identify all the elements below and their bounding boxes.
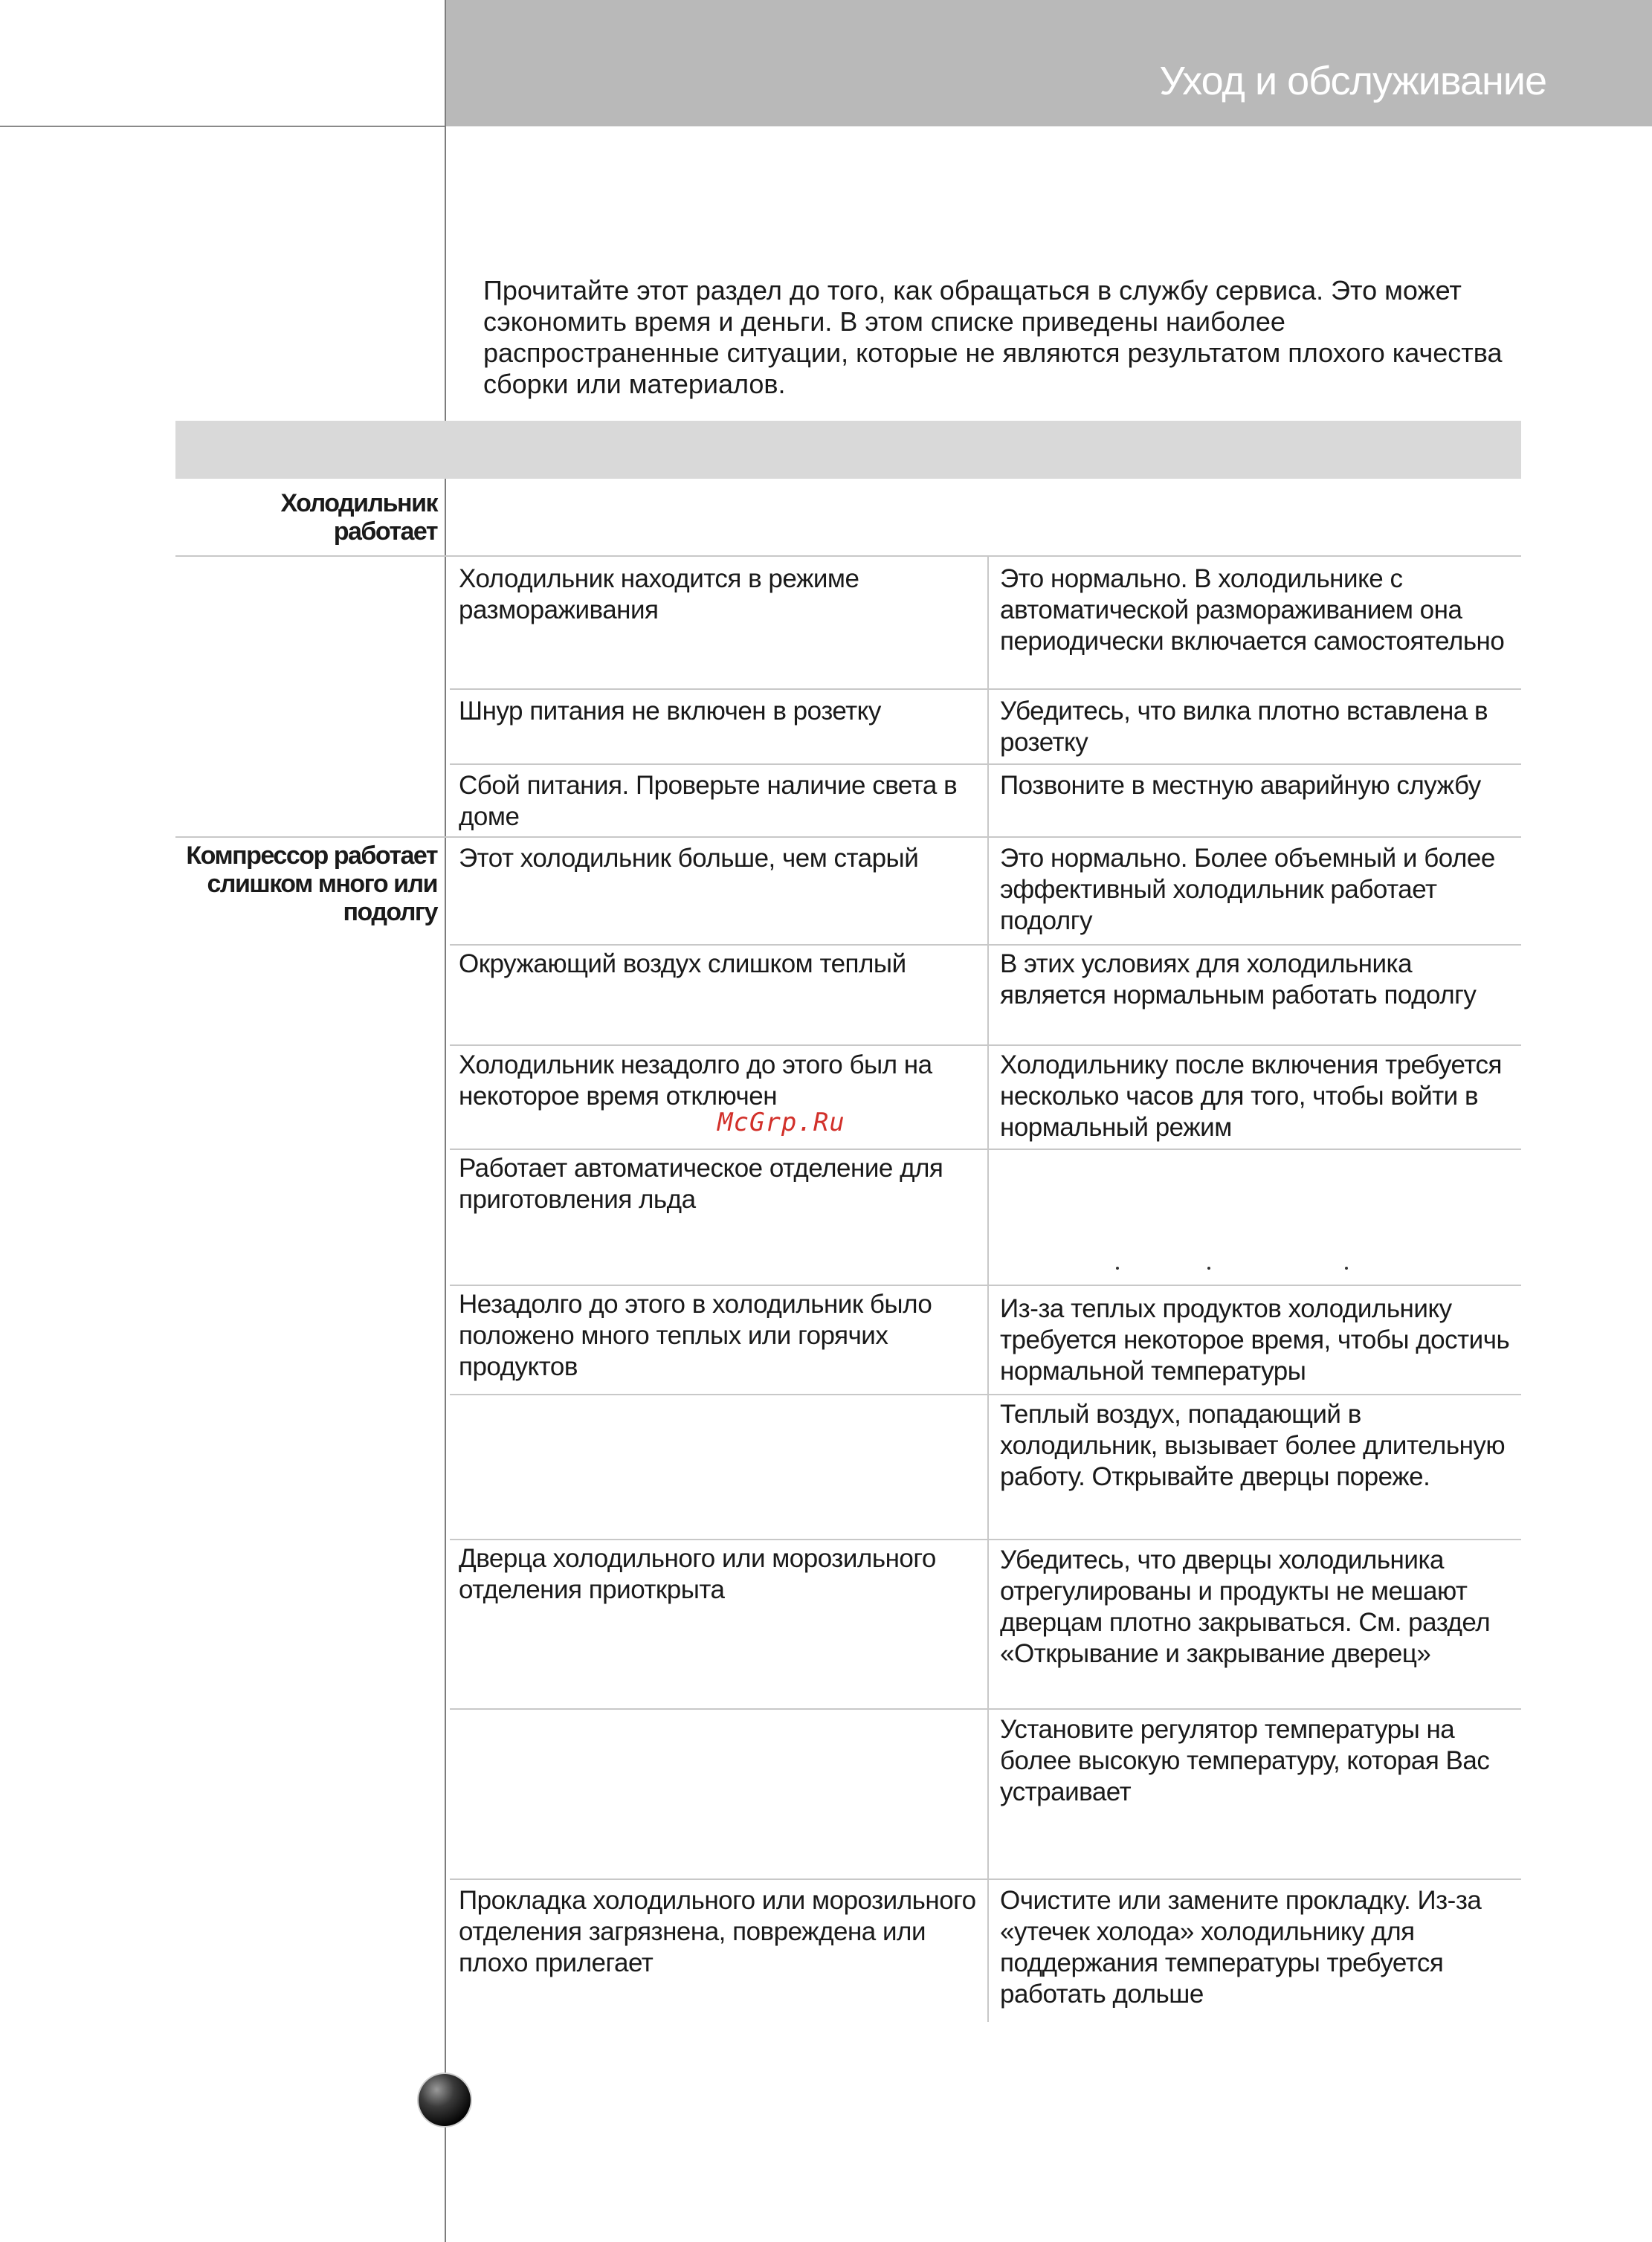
solution-cell: Холодильнику после включения требуется несколько часов для того, чтобы войти в нормальный режим <box>1000 1050 1502 1142</box>
watermark: McGrp.Ru <box>717 1108 845 1137</box>
stray-dot <box>1116 1267 1119 1270</box>
cause-cell: Дверца холодильного или морозильного отделения приоткрыта <box>459 1544 936 1604</box>
section-label-compressor: Компрессор работает слишком много или подолгу <box>186 841 437 926</box>
solution-cell: Позвоните в местную аварийную службу <box>1000 771 1481 800</box>
solution-cell: Из-за теплых продуктов холодильнику требуется некоторое время, чтобы достичь нормальной температуры <box>1000 1294 1510 1386</box>
cause-cell: Сбой питания. Проверьте наличие света в доме <box>459 771 958 831</box>
stray-dot <box>1345 1267 1348 1270</box>
column-divider <box>987 556 989 2022</box>
solution-cell: Убедитесь, что вилка плотно вставлена в розетку <box>1000 697 1488 757</box>
section-divider <box>175 836 1521 838</box>
row-divider <box>450 1285 1521 1286</box>
stray-dot <box>1207 1267 1210 1270</box>
solution-cell: Очистите или замените прокладку. Из-за «утечек холода» холодильнику для поддержания температуры требуется работать дольше <box>1000 1886 1482 2009</box>
table-header-bar <box>175 421 1521 479</box>
cause-cell: Шнур питания не включен в розетку <box>459 697 881 726</box>
margin-rule <box>445 0 446 2242</box>
row-divider <box>450 1394 1521 1395</box>
header-rule <box>0 126 446 127</box>
solution-cell: Установите регулятор температуры на более высокую температуру, которая Вас устраивает <box>1000 1715 1490 1806</box>
intro-paragraph: Прочитайте этот раздел до того, как обращаться в службу сервиса. Это может сэкономить время и деньги. В этом списке приведены наиболее распространенные ситуации, которые не являются результатом плохого качества сборки или материалов. <box>483 275 1503 399</box>
cause-cell: Холодильник находится в режиме размораживания <box>459 564 859 624</box>
solution-cell: Это нормально. В холодильнике с автоматической размораживанием она периодически включается самостоятельно <box>1000 564 1505 656</box>
cause-cell: Прокладка холодильного или морозильного отделения загрязнена, повреждена или плохо прилегает <box>459 1886 976 1977</box>
page-title: Уход и обслуживание <box>1159 59 1546 103</box>
section-divider <box>175 555 1521 557</box>
solution-cell: Это нормально. Более объемный и более эффективный холодильник работает подолгу <box>1000 844 1495 935</box>
row-divider <box>450 1044 1521 1046</box>
solution-cell: В этих условиях для холодильника является нормальным работать подолгу <box>1000 949 1477 1009</box>
cause-cell: Этот холодильник больше, чем старый <box>459 844 919 873</box>
row-divider <box>450 1708 1521 1710</box>
row-divider <box>450 688 1521 690</box>
cause-cell: Работает автоматическое отделение для приготовления льда <box>459 1154 943 1214</box>
row-divider <box>450 1149 1521 1150</box>
cause-cell: Незадолго до этого в холодильник было положено много теплых или горячих продуктов <box>459 1290 932 1381</box>
page-marker-icon <box>419 2074 471 2126</box>
row-divider <box>450 763 1521 765</box>
row-divider <box>450 944 1521 946</box>
cause-cell: Окружающий воздух слишком теплый <box>459 949 906 978</box>
row-divider <box>450 1539 1521 1540</box>
row-divider <box>450 1878 1521 1880</box>
section-label-fridge-works: Холодильник работает <box>280 489 437 546</box>
cause-cell: Холодильник незадолго до этого был на некоторое время отключен <box>459 1050 932 1111</box>
solution-cell: Убедитесь, что дверцы холодильника отрегулированы и продукты не мешают дверцам плотно закрываться. См. раздел «Открывание и закрывание дверец» <box>1000 1545 1491 1668</box>
solution-cell: Теплый воздух, попадающий в холодильник, вызывает более длительную работу. Открывайте дверцы пореже. <box>1000 1400 1506 1491</box>
